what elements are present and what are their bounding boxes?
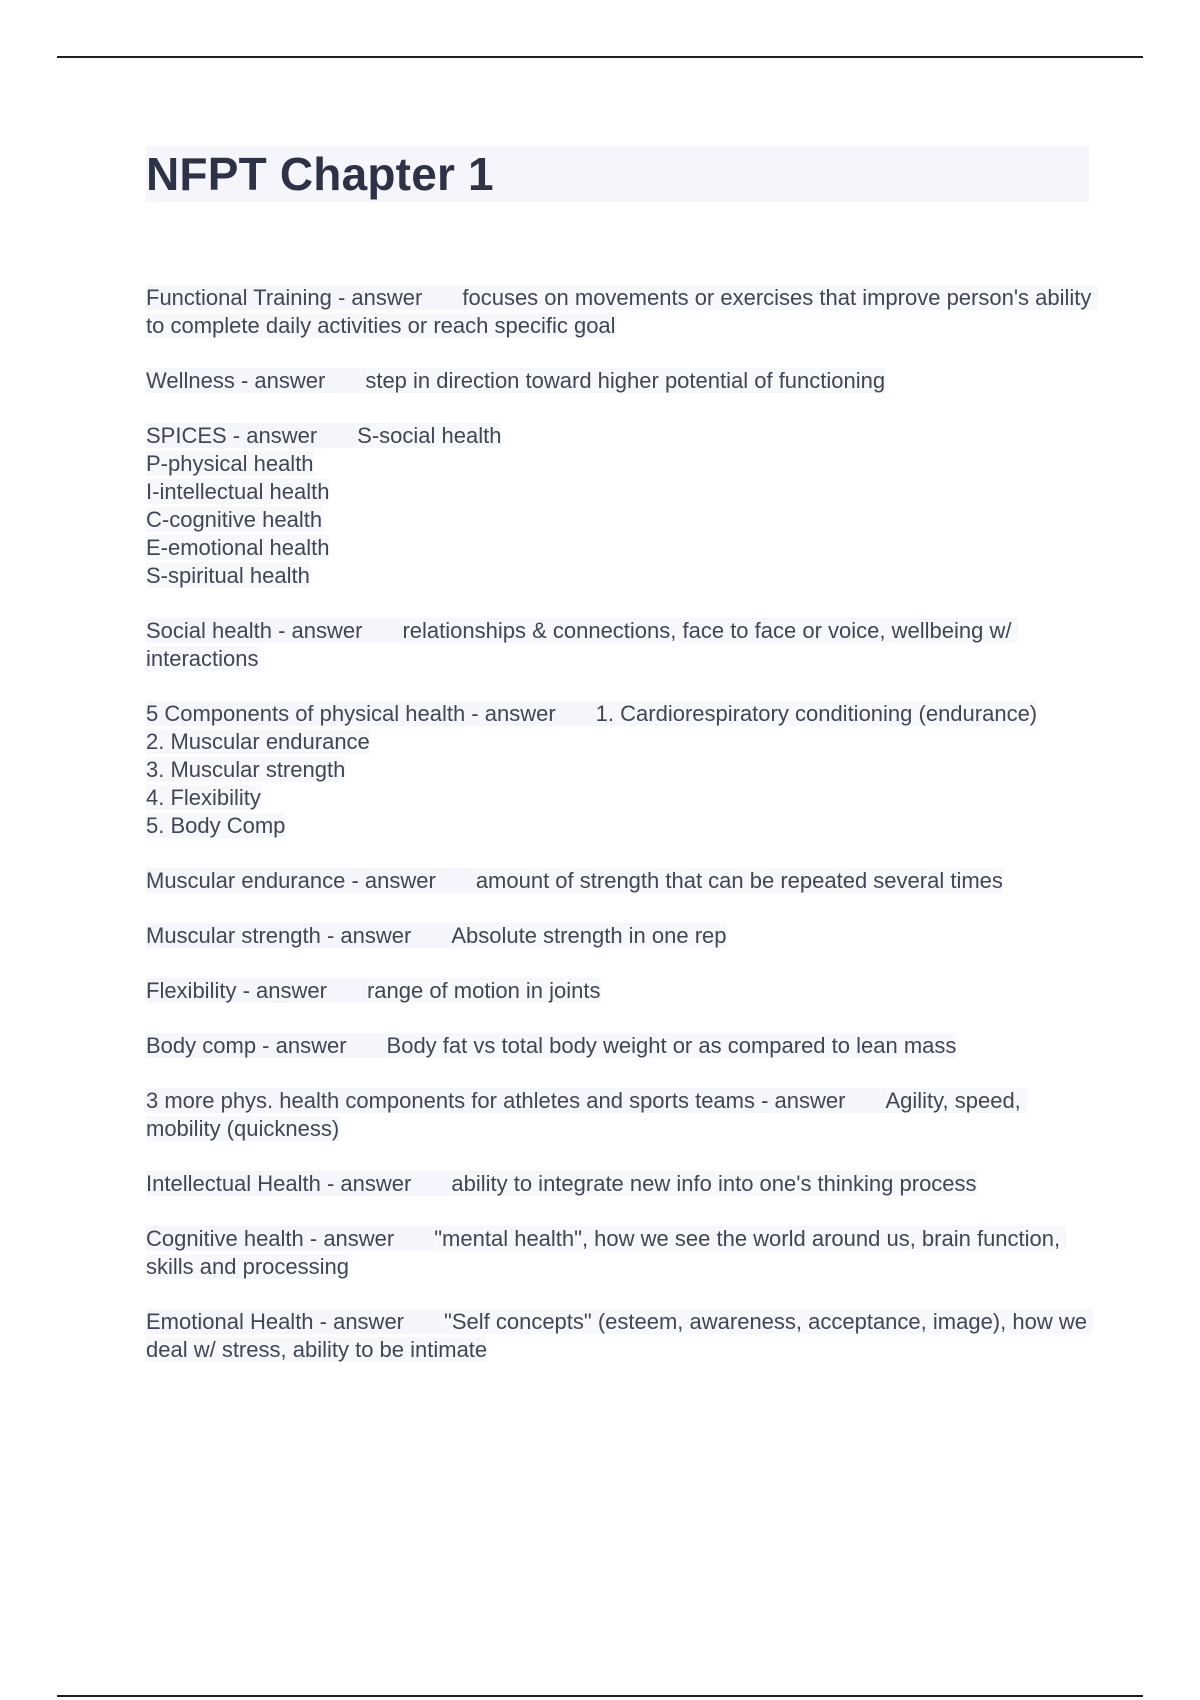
flashcard <box>146 867 1096 895</box>
flashcard <box>146 422 1096 590</box>
flashcard-answer: amount of strength that can be repeated several times <box>475 868 1003 893</box>
flashcard <box>146 700 1096 840</box>
bottom-rule <box>57 1695 1143 1697</box>
flashcard <box>146 1170 1096 1198</box>
flashcard-term: 3 more phys. health components for athletes and sports teams - answer <box>146 1088 885 1113</box>
flashcard-term: Emotional Health - answer <box>146 1309 444 1334</box>
flashcard-list <box>146 284 1096 1391</box>
flashcard-answer: Body fat vs total body weight or as compared to lean mass <box>386 1033 957 1058</box>
flashcard-answer: "Self concepts" (esteem, awareness, acceptance, image), how we deal w/ stress, ability to be intimate <box>146 1309 1094 1362</box>
flashcard-answer: Absolute strength in one rep <box>451 923 727 948</box>
flashcard-answer: relationships & connections, face to face or voice, wellbeing w/ interactions <box>146 618 1018 671</box>
flashcard-term: Functional Training - answer <box>146 285 462 310</box>
flashcard-term: Body comp - answer <box>146 1033 387 1058</box>
flashcard <box>146 1032 1096 1060</box>
flashcard-answer: S-social health P-physical health I-intellectual health C-cognitive health E-emotional health S-spiritual health <box>146 423 502 588</box>
flashcard-term: Social health - answer <box>146 618 402 643</box>
flashcard-answer: step in direction toward higher potential of functioning <box>365 368 886 393</box>
top-rule <box>57 56 1143 58</box>
flashcard <box>146 1087 1096 1143</box>
flashcard-term: SPICES - answer <box>146 423 357 448</box>
flashcard <box>146 284 1096 340</box>
flashcard <box>146 1308 1096 1364</box>
flashcard-answer: focuses on movements or exercises that improve person's ability to complete daily activities or reach specific goal <box>146 285 1098 338</box>
flashcard-term: Intellectual Health - answer <box>146 1171 451 1196</box>
flashcard <box>146 617 1096 673</box>
flashcard-term: 5 Components of physical health - answer <box>146 701 596 726</box>
flashcard-term: Muscular strength - answer <box>146 923 451 948</box>
flashcard-answer: Agility, speed, mobility (quickness) <box>146 1088 1027 1141</box>
flashcard-term: Wellness - answer <box>146 368 365 393</box>
flashcard-answer: "mental health", how we see the world around us, brain function, skills and processing <box>146 1226 1067 1279</box>
flashcard <box>146 977 1096 1005</box>
flashcard-term: Flexibility - answer <box>146 978 367 1003</box>
flashcard <box>146 1225 1096 1281</box>
flashcard-answer: 1. Cardiorespiratory conditioning (endurance) 2. Muscular endurance 3. Muscular strength 4. Flexibility 5. Body Comp <box>146 701 1038 838</box>
flashcard-answer: ability to integrate new info into one's thinking process <box>451 1171 977 1196</box>
flashcard <box>146 922 1096 950</box>
flashcard <box>146 367 1096 395</box>
page-title: NFPT Chapter 1 <box>146 148 494 200</box>
flashcard-term: Muscular endurance - answer <box>146 868 476 893</box>
flashcard-answer: range of motion in joints <box>366 978 601 1003</box>
flashcard-term: Cognitive health - answer <box>146 1226 434 1251</box>
